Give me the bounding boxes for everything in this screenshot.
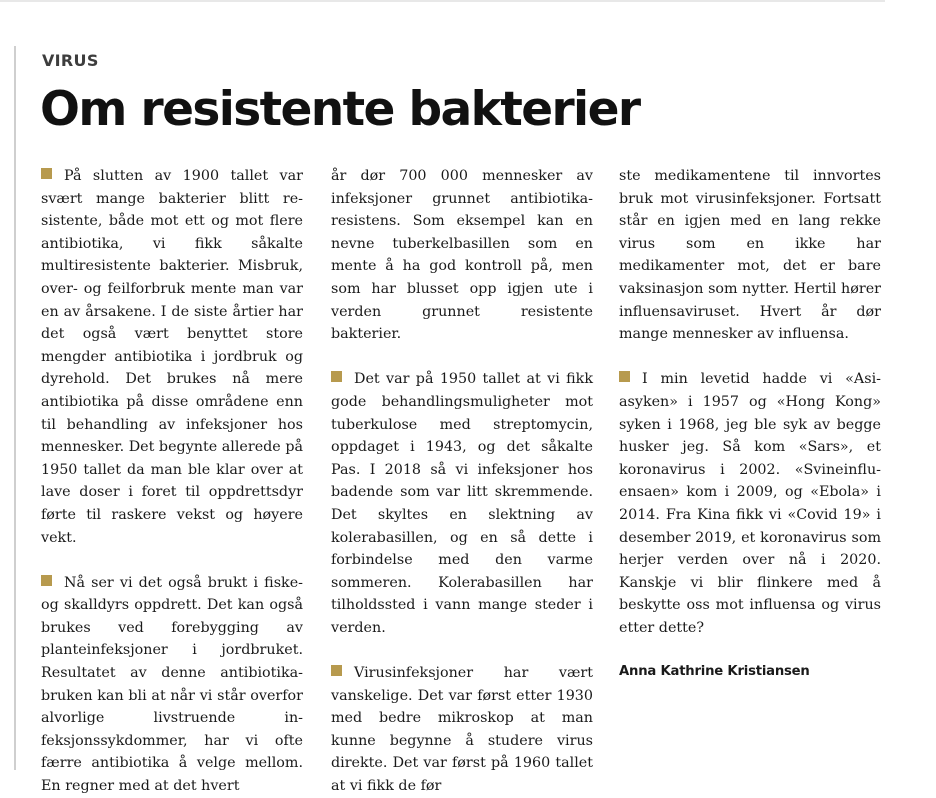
paragraph-text: På slutten av 1900 tallet var svært mange bakterier blitt resistente, både mot ett og mot flere antibiotika, vi fikk såkalte multiresistente bakterier. Misbruk, over- og feilforbruk mente man var en av årsakene. I de siste årtier har det også vært benyttet store mengder antibiotika i jordbruk og dyrehold. Det brukes nå mere antibiotika på disse områdene enn til behandling av infeksjoner hos mennesker. Det begynte allerede på 1950 tallet da man ble klar over at lave doser i foret til oppdrettsdyr førte til raskere vekst og høyere vekt.	[41, 168, 303, 546]
paragraph-text: Virusinfeksjoner har vært vanskelige. Det var først etter 1930 med bedre mikroskop at man kunne begynne å studere virus direkte. Det var først på 1960 tallet at vi fikk de før	[331, 665, 593, 795]
paragraph-5	[619, 368, 881, 639]
paragraph-marker-icon	[619, 371, 630, 382]
byline: Anna Kathrine Kristiansen	[619, 664, 810, 680]
paragraph-4-continued	[619, 165, 881, 346]
paragraph-3	[331, 368, 593, 639]
section-kicker: VIRUS	[42, 51, 99, 70]
paragraph-marker-icon	[41, 575, 52, 586]
paragraph-4	[331, 662, 593, 798]
paragraph-2-continued	[331, 165, 593, 346]
left-rule	[14, 46, 16, 770]
column-3	[619, 165, 881, 684]
paragraph-text: Det var på 1950 tallet at vi fikk gode behandlingsmuligheter mot tuberkulose med streptomycin, oppdaget i 1943, og det såkalte Pas. I 2018 så vi infeksjoner hos badende som var litt skremmende. Det skyltes en slektning av kolerabasillen, og en så dette i forbindelse med den varme sommeren. Kolerabasillen har tilholdssted i vann mange steder i verden.	[331, 371, 593, 636]
paragraph-text: I min levetid hadde vi «Asiasyken» i 1957 og «Hong Kong» syken i 1968, jeg ble syk av begge husker jeg. Så kom «Sars», et koronavirus i 2002. «Svineinfluensaen» kom i 2009, og «Ebola» i 2014. Fra Kina fikk vi «Covid 19» i desember 2019, et koronavirus som herjer verden over nå i 2020. Kanskje vi blir flinkere med å beskytte oss mot influensa og virus etter dette?	[619, 371, 881, 636]
column-1	[41, 165, 303, 798]
paragraph-1	[41, 165, 303, 549]
paragraph-marker-icon	[331, 371, 342, 382]
paragraph-2	[41, 572, 303, 798]
paragraph-text: Nå ser vi det også brukt i fiske- og skalldyrs oppdrett. Det kan også brukes ved forebygging av planteinfeksjoner i jordbruket. Resultatet av denne antibiotika-bruken kan bli at når vi står overfor alvorlige livstruende infeksjonssykdommer, har vi ofte færre antibiotika å velge mellom. En regner med at det hvert	[41, 574, 303, 795]
headline: Om resistente bakterier	[40, 82, 640, 137]
column-2	[331, 165, 593, 798]
paragraph-marker-icon	[41, 168, 52, 179]
paragraph-text: år dør 700 000 mennesker av infeksjoner grunnet antibiotika-resistens. Som eksempel kan en nevne tuberkelbasillen som en mente å ha god kontroll på, men som har blusset opp igjen ute i verden grunnet resistente bakterier.	[331, 168, 593, 343]
paragraph-marker-icon	[331, 665, 342, 676]
top-rule	[0, 0, 885, 2]
paragraph-text: ste medikamentene til innvortes bruk mot virusinfeksjoner. Fortsatt står en igjen med en lang rekke virus som en ikke har medikamenter mot, det er bare vaksinasjon som nytter. Hertil hører influensaviruset. Hvert år dør mange mennesker av influensa.	[619, 168, 881, 343]
